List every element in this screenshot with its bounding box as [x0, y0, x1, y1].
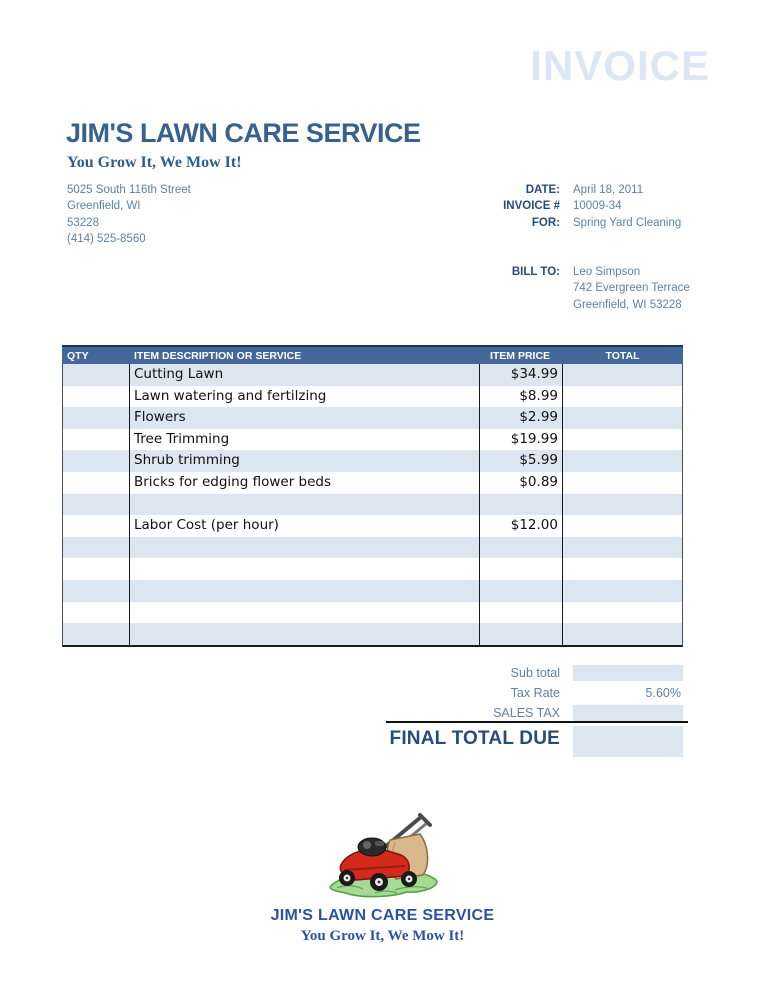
- address-line: 53228: [67, 216, 99, 229]
- cell-item-price: $12.00: [479, 515, 563, 537]
- cell-qty: [63, 537, 129, 559]
- cell-item-price: $8.99: [479, 386, 563, 408]
- col-header-total: TOTAL: [605, 349, 640, 362]
- address-line: (414) 525-8560: [67, 232, 146, 245]
- table-row: [63, 580, 682, 602]
- cell-item-price: $34.99: [479, 364, 563, 386]
- table-rows: [62, 364, 683, 647]
- cell-total: [563, 472, 684, 494]
- table-row: [63, 407, 682, 429]
- company-name: JIM'S LAWN CARE SERVICE: [66, 118, 421, 148]
- tax-rate-value: 5.60%: [645, 686, 681, 700]
- cell-description: [129, 494, 479, 516]
- cell-qty: [63, 450, 129, 472]
- cell-qty: [63, 386, 129, 408]
- bill-to: [420, 264, 720, 313]
- cell-description: Lawn watering and fertilzing: [129, 386, 479, 408]
- cell-total: [563, 602, 684, 624]
- col-header-qty: QTY: [67, 349, 89, 362]
- sales-tax-label: SALES TAX: [493, 706, 560, 720]
- table-row: [63, 450, 682, 472]
- cell-item-price: $0.89: [479, 472, 563, 494]
- bill-to-line: 742 Evergreen Terrace: [573, 282, 690, 295]
- cell-description: [129, 580, 479, 602]
- invoice-watermark: INVOICE: [530, 42, 710, 89]
- cell-description: Flowers: [129, 407, 479, 429]
- cell-total: [563, 494, 684, 516]
- cell-total: [563, 450, 684, 472]
- cell-item-price: [479, 558, 563, 580]
- sub-total-label: Sub total: [510, 666, 560, 680]
- date-value: April 18, 2011: [573, 184, 644, 196]
- cell-total: [563, 580, 684, 602]
- cell-item-price: $19.99: [479, 429, 563, 451]
- cell-item-price: [479, 623, 563, 645]
- final-total-cell: [573, 726, 683, 757]
- cell-description: [129, 602, 479, 624]
- totals-divider: [386, 721, 688, 723]
- cell-item-price: $5.99: [479, 450, 563, 472]
- cell-total: [563, 515, 684, 537]
- for-label: FOR:: [531, 216, 560, 229]
- cell-qty: [63, 407, 129, 429]
- cell-description: [129, 537, 479, 559]
- cell-total: [563, 537, 684, 559]
- col-header-description: ITEM DESCRIPTION OR SERVICE: [134, 349, 302, 362]
- sales-tax-cell: [573, 705, 683, 721]
- cell-total: [563, 386, 684, 408]
- lawn-mower-icon: [317, 808, 449, 905]
- table-row: [63, 386, 682, 408]
- bill-to-line: Leo Simpson: [573, 266, 641, 278]
- table-row: [63, 515, 682, 537]
- tax-rate-label: Tax Rate: [510, 686, 560, 700]
- table-row: [63, 623, 682, 645]
- invoice-number-value: 10009-34: [573, 200, 622, 213]
- cell-qty: [63, 580, 129, 602]
- cell-item-price: [479, 602, 563, 624]
- bill-to-lines: [573, 264, 720, 313]
- cell-qty: [63, 429, 129, 451]
- cell-total: [563, 623, 684, 645]
- for-value: Spring Yard Cleaning: [573, 216, 682, 229]
- table-row: [63, 558, 682, 580]
- cell-description: [129, 623, 479, 645]
- cell-qty: [63, 494, 129, 516]
- cell-total: [563, 558, 684, 580]
- company-address: [67, 182, 191, 247]
- final-total-label: FINAL TOTAL DUE: [389, 728, 560, 749]
- cell-description: Tree Trimming: [129, 429, 479, 451]
- col-header-item-price: ITEM PRICE: [489, 349, 551, 362]
- cell-description: Labor Cost (per hour): [129, 515, 479, 537]
- invoice-number-label: INVOICE #: [503, 200, 560, 213]
- cell-qty: [63, 602, 129, 624]
- cell-total: [563, 407, 684, 429]
- date-label: DATE:: [525, 184, 560, 196]
- cell-total: [563, 429, 684, 451]
- company-tagline: You Grow It, We Mow It!: [67, 154, 242, 171]
- cell-qty: [63, 515, 129, 537]
- sub-total-cell: [573, 665, 683, 681]
- cell-item-price: $2.99: [479, 407, 563, 429]
- cell-qty: [63, 472, 129, 494]
- cell-qty: [63, 623, 129, 645]
- table-row: [63, 472, 682, 494]
- cell-qty: [63, 558, 129, 580]
- bill-to-line: Greenfield, WI 53228: [573, 298, 682, 311]
- cell-item-price: [479, 580, 563, 602]
- cell-description: Shrub trimming: [129, 450, 479, 472]
- cell-total: [563, 364, 684, 386]
- cell-item-price: [479, 537, 563, 559]
- table-row: [63, 602, 682, 624]
- invoice-info: [420, 182, 710, 231]
- table-row: [63, 537, 682, 559]
- footer-company-name: JIM'S LAWN CARE SERVICE: [270, 907, 495, 924]
- cell-description: Bricks for edging flower beds: [129, 472, 479, 494]
- address-line: Greenfield, WI: [67, 200, 141, 213]
- table-header-row: [62, 347, 683, 364]
- address-line: 5025 South 116th Street: [67, 184, 191, 196]
- cell-description: [129, 558, 479, 580]
- line-items-table: [62, 345, 683, 647]
- bill-to-label: BILL TO:: [511, 266, 560, 278]
- footer: [0, 808, 765, 945]
- table-row: [63, 364, 682, 386]
- table-row: [63, 429, 682, 451]
- footer-tagline: You Grow It, We Mow It!: [300, 928, 465, 944]
- cell-item-price: [479, 494, 563, 516]
- cell-qty: [63, 364, 129, 386]
- cell-description: Cutting Lawn: [129, 364, 479, 386]
- table-row: [63, 494, 682, 516]
